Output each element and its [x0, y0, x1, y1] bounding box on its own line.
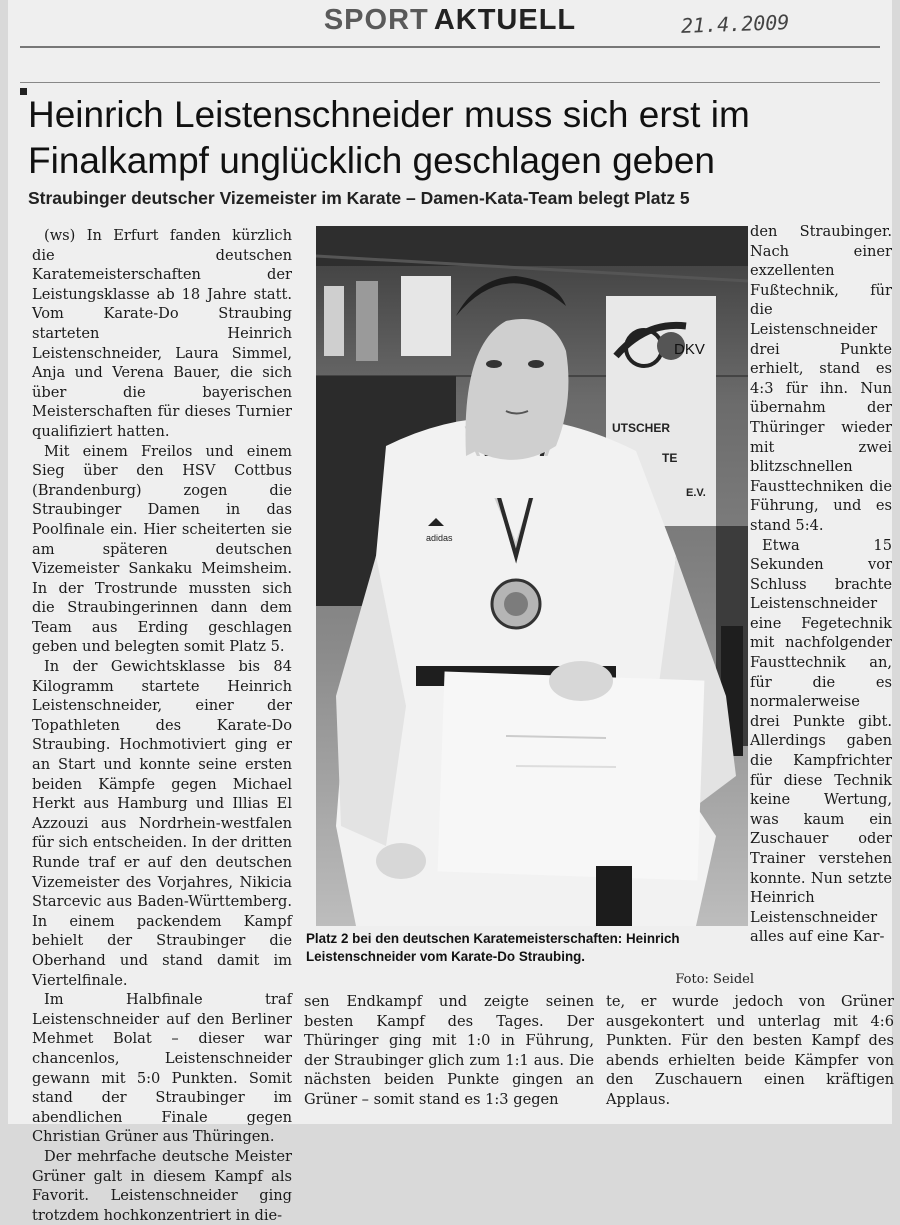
banner-logo-text: DKV [674, 341, 705, 358]
paragraph: Der mehrfache deutsche Meister Grüner galt in diesem Kampf als Favorit. Leistenschneider ging trotzdem hochkonzentriert in die- [32, 1147, 292, 1224]
paragraph: In der Gewichtsklasse bis 84 Kilogramm startete Heinrich Leistenschneider, einer der Topathleten des Karate-Do Straubing. Hochmotiviert ging er an Start und konnte seine ersten beiden Kämpfe gegen Michael Herkt aus Hamburg und Illias El Azzouzi aus Nordrhein-westfalen für sich entscheiden. In der dritten Runde traf er auf den deutschen Vizemeister des Vorjahres, Nikicia Starcevic aus Baden-Württemberg. In einem packendem Kampf behielt der Straubinger die Oberhand und stand damit im Viertelfinale. [32, 658, 292, 989]
article-column-left [32, 226, 292, 1225]
photo-caption: Platz 2 bei den deutschen Karatemeisterschaften: Heinrich Leistenschneider vom Karate-Do Straubing. [306, 931, 680, 964]
banner-text-line: TE [662, 451, 678, 465]
paragraph: Mit einem Freilos und einem Sieg über den HSV Cottbus (Brandenburg) zogen die Straubinger Damen in das Poolfinale ein. Hier scheiterten sie am späteren deutschen Vizemeister Sankaku Meimsheim. In der Trostrunde mussten sich die Straubingerinnen dann dem Team aus Erding geschlagen geben und belegten somit Platz 5. [32, 442, 292, 656]
adidas-logo-text: adidas [426, 533, 453, 543]
article-subheadline: Straubinger deutscher Vizemeister im Karate – Damen-Kata-Team belegt Platz 5 [28, 188, 690, 208]
banner-text-line: E.V. [686, 487, 706, 499]
section-label-light: SPORT [323, 4, 429, 36]
paragraph: den Straubinger. Nach einer exzellenten Fußtechnik, für die Leistenschneider drei Punkte erhielt, stand es 4:3 für ihn. Nun übernahm der Thüringer wieder mit zwei blitzschnellen Fausttechniken die Führung, und es stand 5:4. [750, 223, 892, 534]
article-column-bottom-middle [304, 992, 594, 1110]
article-column-bottom-right [606, 992, 894, 1110]
paragraph: Im Halbfinale traf Leistenschneider auf den Berliner Mehmet Bolat – dieser war chancenlos, Leistenschneider gewann mit 5:0 Punkten. Somit stand der Straubinger im abendlichen Finale gegen Christian Grüner aus Thüringen. [32, 991, 292, 1146]
section-label-bold: AKTUELL [433, 4, 577, 36]
paragraph: (ws) In Erfurt fanden kürzlich die deutschen Karatemeisterschaften der Leistungsklasse ab 18 Jahre statt. Vom Karate-Do Straubing starteten Heinrich Leistenschneider, Laura Simmel, Anja und Verena Bauer, die sich über die bayerischen Meisterschaften für dieses Turnier qualifiziert hatten. [32, 227, 292, 440]
newspaper-clipping [8, 0, 894, 1224]
article-column-right [750, 222, 892, 947]
handwritten-date: 21.4.2009 [680, 10, 790, 38]
paragraph: Etwa 15 Sekunden vor Schluss brachte Leistenschneider eine Fegetechnik mit nachfolgender Fausttechnik an, für die es normalerweise drei Punkte gibt. Allerdings gaben die Kampfrichter für diese Technik keine Wertung, was kaum ein Zuschauer oder Trainer verstehen konnte. Nun setzte Heinrich Leistenschneider alles auf eine Kar- [750, 536, 892, 946]
karate-athlete-photo [316, 226, 748, 926]
paragraph: te, er wurde jedoch von Grüner ausgekontert und unterlag mit 4:6 Punkten. Für den besten Kampf des abends erhielten beide Kämpfer von den Zuschauern einen kräftigen Applaus. [606, 993, 894, 1108]
paragraph: sen Endkampf und zeigte seinen besten Kampf des Tages. Der Thüringer ging mit 1:0 in Führung, der Straubinger glich zum 1:1 aus. Die nächsten beiden Punkte gingen an Grüner – somit stand es 1:3 gegen [304, 993, 594, 1108]
article-marker [20, 88, 27, 95]
top-rule [20, 46, 880, 48]
photo-credit: Foto: Seidel [675, 972, 754, 987]
secondary-rule [20, 82, 880, 83]
article-photo [316, 226, 748, 926]
banner-text-line: UTSCHER [612, 421, 671, 435]
article-headline: Heinrich Leistenschneider muss sich erst im Finalkampf unglücklich geschlagen geben [28, 94, 750, 181]
